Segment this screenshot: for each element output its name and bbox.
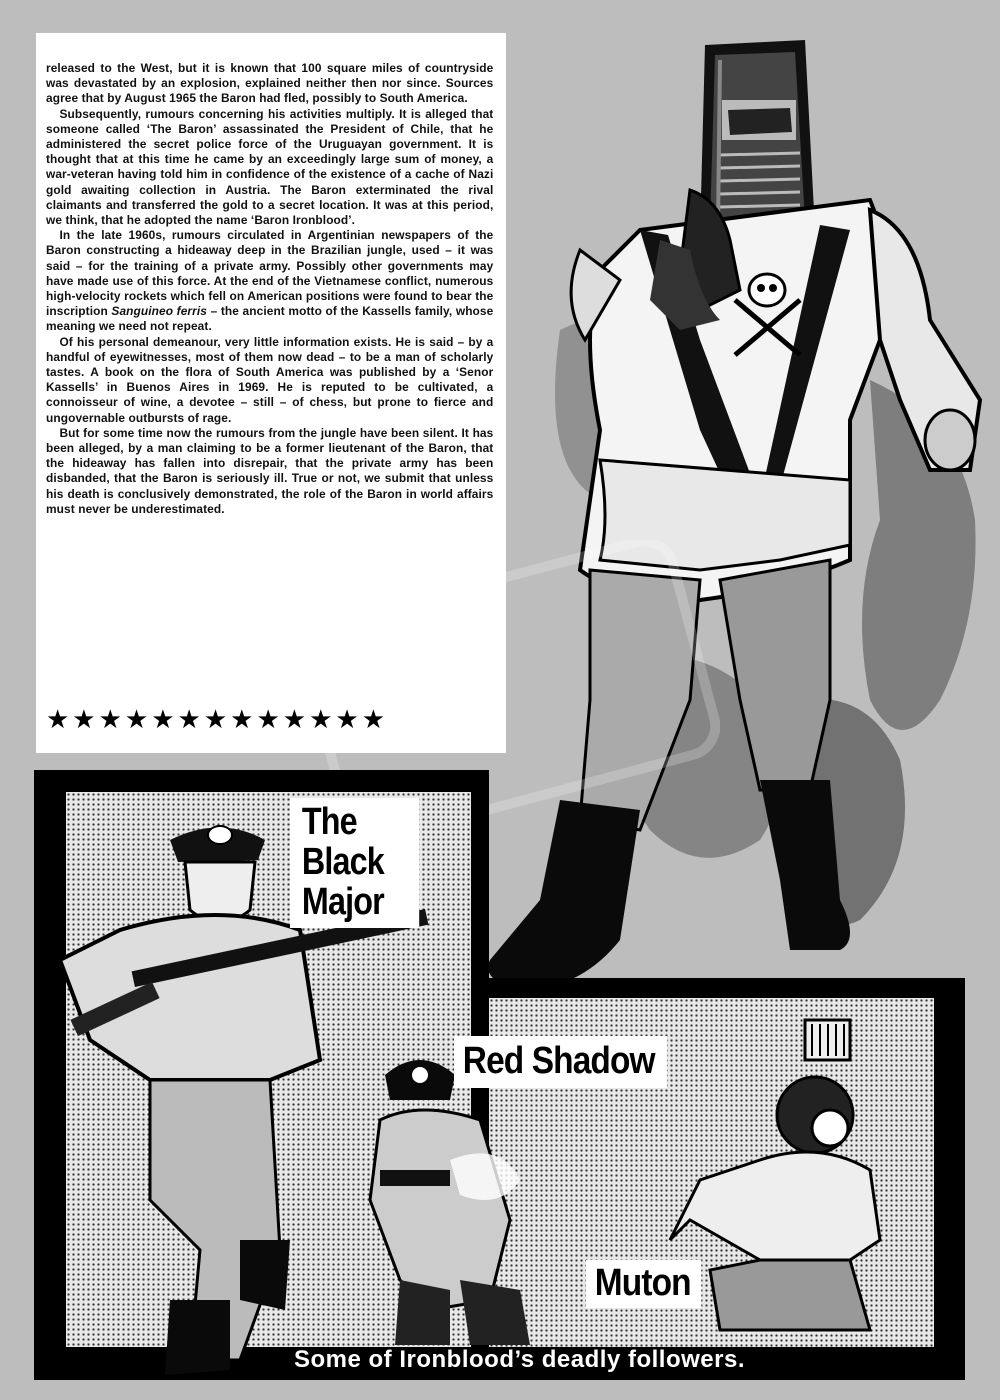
label-muton: Muton xyxy=(586,1260,701,1308)
label-black-major-line: The xyxy=(301,801,357,843)
article-paragraph: Of his personal demeanour, very little information exists. He is said – by a handful of eyewitnesses, most of them now dead – to be a man of scholarly tastes. A book on the flora of South America was published by a ‘Senor Kassells’ in Buenos Aires in 1969. He is reputed to be cultivated, a connoisseur of wine, a devotee – still – of chess, but prone to fierce and ungovernable outbursts of rage. xyxy=(46,334,494,425)
article-paragraph: But for some time now the rumours from the jungle have been silent. It has been alleged, by a man claiming to be a former lieutenant of the Baron, that the hideaway has fallen into disrepair, that the private army has been disbanded, that the Baron is seriously ill. True or not, we submit that unless his death is conclusively demonstrated, the role of the Baron in world affairs must never be underestimated. xyxy=(46,425,494,516)
inscription-italic: Sanguineo ferris xyxy=(111,304,207,319)
red-shadow-figure xyxy=(370,1060,530,1345)
muton-figure xyxy=(670,1020,880,1330)
label-red-shadow: Red Shadow xyxy=(454,1036,667,1088)
inscription-tail: – the ancient motto of the Kassells family, whose meaning we need not repeat. xyxy=(46,304,494,334)
label-black-major xyxy=(290,798,419,928)
article-paragraph-text: In the late 1960s, rumours circulated in Argentinian newspapers of the Baron constructing a hideaway deep in the Brazilian jungle, used – it was said – for the training of a private army. Possibly other governments may have made use of this force. At the end of the Vietnamese conflict, numerous high-velocity rockets which fell on American positions were found to bear the inscription xyxy=(46,228,494,319)
label-black-major-line: Major xyxy=(301,881,384,923)
article-paragraph: Subsequently, rumours concerning his activities multiply. It is alleged that someone called ‘The Baron’ assassinated the President of Chile, that he administered the secret police force of the Uruguayan government. It is thought that at this time he came by an exceedingly large sum of money, a war-veteran having told him in confidence of the existence of a cache of Nazi gold awaiting collection in Austria. The Baron exterminated the rival claimants and transferred the gold to a secret location. It was at this period, we think, that he adopted the name ‘Baron Ironblood’. xyxy=(46,106,494,228)
star-divider: ★★★★★★★★★★★★★ xyxy=(46,705,389,735)
article-paragraph: released to the West, but it is known that 100 square miles of countryside was devastated by an explosion, explained neither then nor since. Sources agree that by August 1965 the Baron had fled, possibly to South America. xyxy=(46,61,494,106)
panel-caption: Some of Ironblood’s deadly followers. xyxy=(294,1346,745,1373)
label-black-major-line: Black xyxy=(301,841,384,883)
